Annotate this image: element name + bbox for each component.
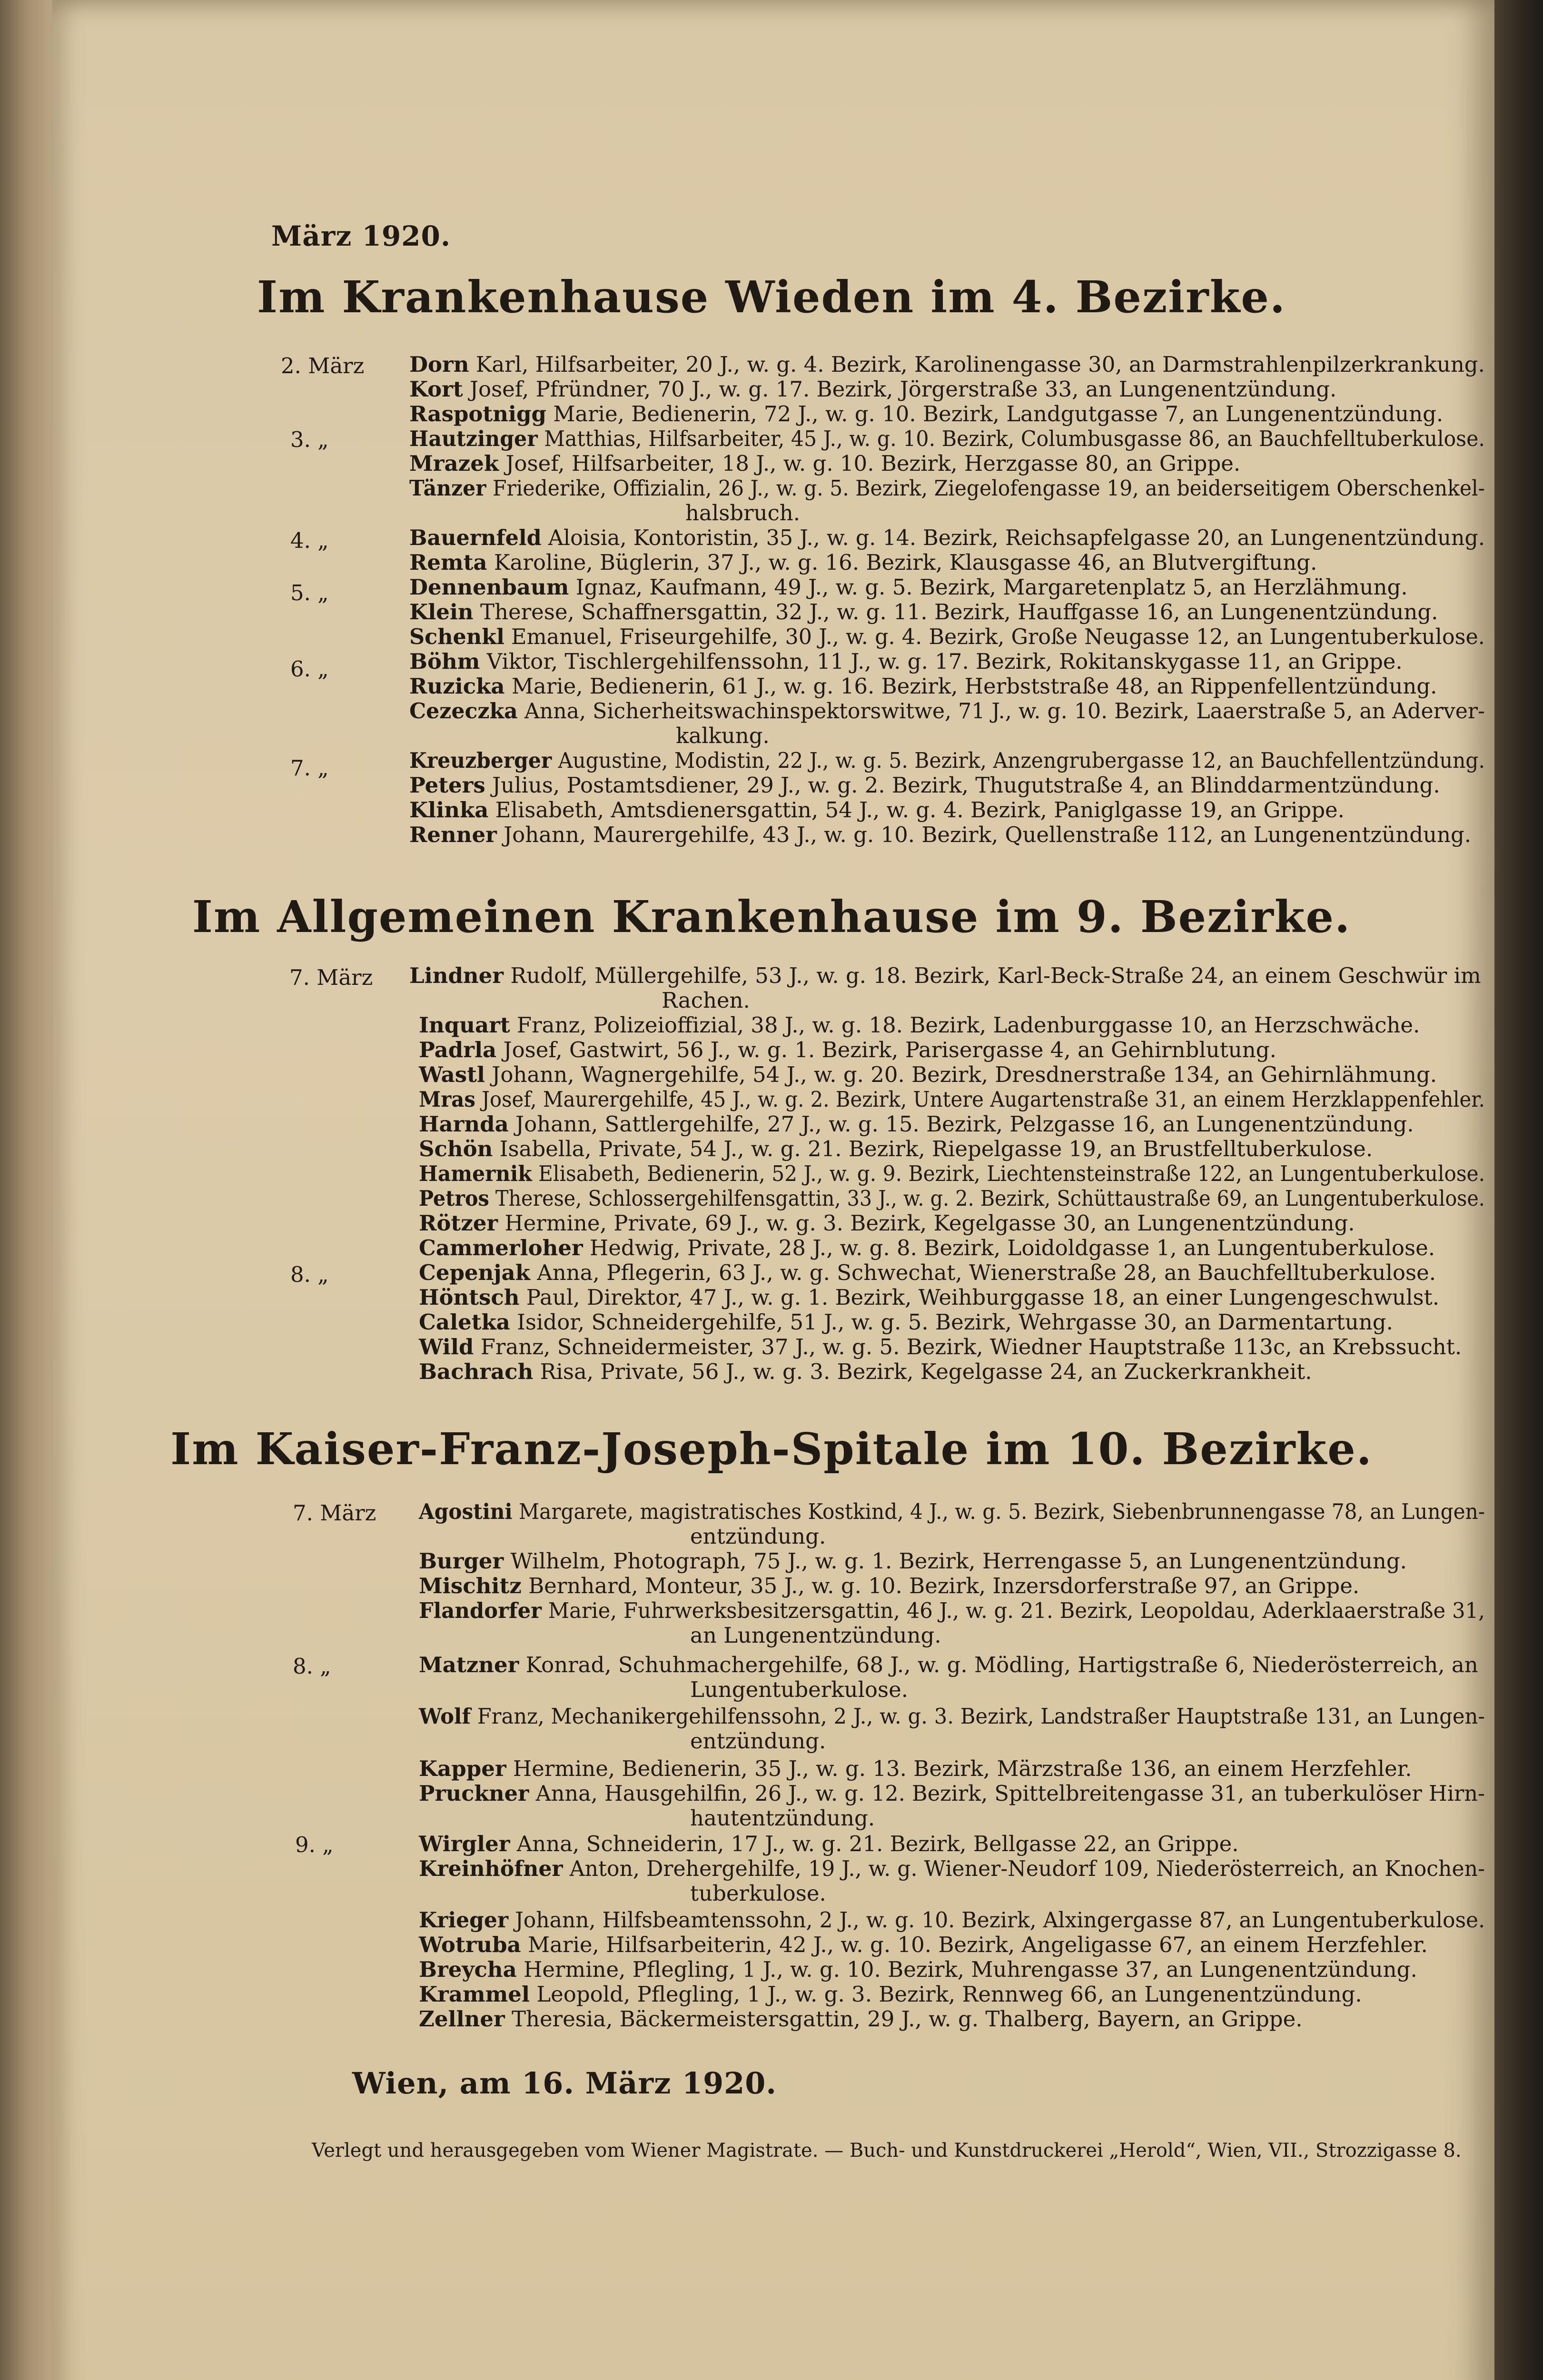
entry-text: Marie, Bedienerin, 72 J., w. g. 10. Bezirk, Landgutgasse 7, an Lungenentzündung. <box>546 401 1444 426</box>
entry-text: Konrad, Schuhmachergehilfe, 68 J., w. g. Mödling, Hartigstraße 6, Niederösterreich, an <box>519 1652 1478 1677</box>
list-item <box>419 1704 1485 1729</box>
list-item <box>419 1499 1485 1524</box>
list-item <box>409 625 1485 649</box>
list-item <box>419 1653 1478 1677</box>
list-item <box>419 1087 1485 1112</box>
entry-text: Matthias, Hilfsarbeiter, 45 J., w. g. 10. Bezirk, Columbusgasse 86, an Bauchfelltuberkulose. <box>537 426 1485 451</box>
surname: Klein <box>409 599 474 625</box>
list-item <box>409 674 1437 699</box>
surname: Kort <box>409 377 463 402</box>
entry-text: Marie, Hilfsarbeiterin, 42 J., w. g. 10. Bezirk, Angeligasse 67, an einem Herzfehler. <box>521 1932 1428 1957</box>
list-item <box>419 1285 1439 1310</box>
entry-continuation: hautentzündung. <box>690 1805 875 1831</box>
surname: Bachrach <box>419 1359 534 1384</box>
list-item <box>409 699 1485 724</box>
entry-text: Johann, Maurergehilfe, 43 J., w. g. 10. Bezirk, Quellenstraße 112, an Lungenentzündung. <box>496 822 1472 847</box>
surname: Schön <box>419 1136 493 1161</box>
surname: Wild <box>419 1334 474 1359</box>
surname: Kapper <box>419 1756 506 1781</box>
date-label: 8. „ <box>293 1654 331 1679</box>
surname: Caletka <box>419 1309 510 1335</box>
surname: Wastl <box>419 1062 485 1087</box>
entry-text: Augustine, Modistin, 22 J., w. g. 5. Bezirk, Anzengrubergasse 12, an Bauchfellentzündung. <box>552 748 1485 773</box>
entry-text: Hedwig, Private, 28 J., w. g. 8. Bezirk, Loidoldgasse 1, an Lungentuberkulose. <box>583 1235 1435 1260</box>
publisher-imprint: Verlegt und herausgegeben vom Wiener Magistrate. — Buch- und Kunstdruckerei „Herold“, Wien, VII., Strozzigasse 8. <box>312 2140 1462 2162</box>
surname: Kreinhöfner <box>419 1856 563 1881</box>
surname: Zellner <box>419 2006 505 2032</box>
list-item <box>419 1359 1312 1384</box>
date-label: 7. „ <box>290 755 329 781</box>
date-label: 3. „ <box>290 427 329 452</box>
surname: Böhm <box>409 649 480 674</box>
closing-line: Wien, am 16. März 1920. <box>352 2066 777 2101</box>
entry-text: Hermine, Bedienerin, 35 J., w. g. 13. Bezirk, Märzstraße 136, an einem Herzfehler. <box>506 1756 1412 1781</box>
list-item <box>419 1013 1420 1038</box>
list-item <box>419 1038 1276 1062</box>
list-item <box>409 575 1408 600</box>
date-label: 7. März <box>289 965 373 990</box>
list-item <box>409 550 1317 575</box>
entry-text: Risa, Private, 56 J., w. g. 3. Bezirk, Kegelgasse 24, an Zuckerkrankheit. <box>533 1359 1312 1384</box>
entry-text: Marie, Fuhrwerksbesitzersgattin, 46 J., w. g. 21. Bezirk, Leopoldau, Aderklaaerstraße 31, <box>542 1598 1485 1623</box>
date-label: 5. „ <box>290 580 329 605</box>
entry-text: Johann, Wagnergehilfe, 54 J., w. g. 20. Bezirk, Dresdnerstraße 134, an Gehirnlähmung. <box>485 1062 1437 1087</box>
list-item <box>419 1062 1437 1087</box>
surname: Mischitz <box>419 1573 522 1598</box>
list-item <box>419 1137 1373 1161</box>
entry-text: Franz, Schneidermeister, 37 J., w. g. 5. Bezirk, Wiedner Hauptstraße 113c, an Krebssucht. <box>474 1334 1462 1359</box>
list-item <box>409 823 1471 847</box>
list-item <box>419 1260 1436 1285</box>
surname: Dennenbaum <box>409 575 569 600</box>
list-item <box>409 352 1485 377</box>
surname: Tänzer <box>409 476 486 501</box>
date-label: 8. „ <box>290 1262 329 1287</box>
entry-continuation: kalkung. <box>676 723 770 748</box>
entry-text: Isabella, Private, 54 J., w. g. 21. Bezirk, Riepelgasse 19, an Brustfelltuberkulose. <box>493 1136 1373 1161</box>
entry-text: Therese, Schaffnersgattin, 32 J., w. g. 11. Bezirk, Hauffgasse 16, an Lungenentzündung. <box>473 599 1438 625</box>
entry-text: Marie, Bedienerin, 61 J., w. g. 16. Bezirk, Herbststraße 48, an Rippenfellentzündung. <box>504 674 1437 699</box>
entry-text: Leopold, Pflegling, 1 J., w. g. 3. Bezirk, Rennweg 66, an Lungenentzündung. <box>529 1982 1362 2007</box>
surname: Höntsch <box>419 1285 520 1310</box>
list-item <box>419 2007 1303 2032</box>
entry-text: Johann, Sattlergehilfe, 27 J., w. g. 15. Bezirk, Pelzgasse 16, an Lungenentzündung. <box>508 1111 1414 1137</box>
surname: Cammerloher <box>419 1235 583 1260</box>
entry-text: Rudolf, Müllergehilfe, 53 J., w. g. 18. Bezirk, Karl-Beck-Straße 24, an einem Geschwür im <box>503 963 1481 988</box>
surname: Kreuzberger <box>409 748 552 773</box>
header-date: März 1920. <box>271 220 451 252</box>
surname: Padrla <box>419 1037 497 1062</box>
list-item <box>409 649 1403 674</box>
list-item <box>419 1982 1362 2007</box>
surname: Lindner <box>409 963 504 988</box>
list-item <box>419 1161 1485 1186</box>
list-item <box>409 377 1336 402</box>
entry-text: Josef, Hilfsarbeiter, 18 J., w. g. 10. Bezirk, Herzgasse 80, an Grippe. <box>499 451 1241 476</box>
entry-text: Paul, Direktor, 47 J., w. g. 1. Bezirk, Weihburggasse 18, an einer Lungengeschwulst. <box>519 1285 1439 1310</box>
list-item <box>409 773 1440 798</box>
list-item <box>419 1832 1239 1856</box>
entry-text: Ignaz, Kaufmann, 49 J., w. g. 5. Bezirk, Margaretenplatz 5, an Herzlähmung. <box>569 575 1408 600</box>
entry-continuation: Rachen. <box>662 988 750 1013</box>
entry-continuation: Lungentuberkulose. <box>690 1677 909 1702</box>
entry-text: Theresia, Bäckermeistersgattin, 29 J., w. g. Thalberg, Bayern, an Grippe. <box>504 2006 1303 2032</box>
entry-text: Margarete, magistratisches Kostkind, 4 J., w. g. 5. Bezirk, Siebenbrunnengasse 78, an Lungen- <box>512 1499 1485 1524</box>
list-item <box>419 1856 1485 1881</box>
list-item <box>419 1549 1407 1574</box>
list-item <box>419 1756 1412 1781</box>
entry-text: Josef, Gastwirt, 56 J., w. g. 1. Bezirk, Parisergasse 4, an Gehirnblutung. <box>496 1037 1276 1062</box>
entry-text: Friederike, Offizialin, 26 J., w. g. 5. Bezirk, Ziegelofengasse 19, an beiderseitigem Oberschenkel- <box>486 476 1485 501</box>
surname: Petros <box>419 1186 489 1211</box>
surname: Mrazek <box>409 451 499 476</box>
list-item <box>409 748 1485 773</box>
entry-text: Julius, Postamtsdiener, 29 J., w. g. 2. Bezirk, Thugutstraße 4, an Blinddarmentzündung. <box>485 773 1440 798</box>
entry-text: Josef, Pfründner, 70 J., w. g. 17. Bezirk, Jörgerstraße 33, an Lungenentzündung. <box>463 377 1337 402</box>
date-label: 7. März <box>293 1500 376 1526</box>
entry-text: Karoline, Büglerin, 37 J., w. g. 16. Bezirk, Klausgasse 46, an Blutvergiftung. <box>487 550 1317 575</box>
entry-text: Aloisia, Kontoristin, 35 J., w. g. 14. Bezirk, Reichsapfelgasse 20, an Lungenentzündung. <box>541 525 1485 550</box>
entry-text: Hermine, Pflegling, 1 J., w. g. 10. Bezirk, Muhrengasse 37, an Lungenentzündung. <box>516 1957 1417 1982</box>
date-label: 4. „ <box>290 528 329 553</box>
surname: Mras <box>419 1087 475 1112</box>
entry-text: Johann, Hilfsbeamtenssohn, 2 J., w. g. 10. Bezirk, Alxingergasse 87, an Lungentuberkulose. <box>508 1907 1485 1933</box>
list-item <box>419 1957 1417 1982</box>
surname: Bauernfeld <box>409 525 542 550</box>
list-item <box>419 1908 1485 1933</box>
entry-text: Elisabeth, Amtsdienersgattin, 54 J., w. g. 4. Bezirk, Paniglgasse 19, an Grippe. <box>488 797 1345 823</box>
entry-continuation: an Lungenentzündung. <box>690 1623 941 1648</box>
entry-text: Anna, Schneiderin, 17 J., w. g. 21. Bezirk, Bellgasse 22, an Grippe. <box>510 1831 1239 1856</box>
list-item <box>409 963 1481 988</box>
list-item <box>409 600 1438 625</box>
list-item <box>409 526 1485 550</box>
entry-continuation: halsbruch. <box>685 500 801 526</box>
entry-continuation: entzündung. <box>690 1728 826 1754</box>
list-item <box>419 1574 1359 1598</box>
surname: Remta <box>409 550 487 575</box>
surname: Cezeczka <box>409 698 518 724</box>
surname: Pruckner <box>419 1781 529 1806</box>
surname: Inquart <box>419 1012 510 1038</box>
date-label: 2. März <box>281 353 365 378</box>
surname: Raspotnigg <box>409 401 546 426</box>
list-item <box>409 798 1345 823</box>
entry-text: Franz, Mechanikergehilfenssohn, 2 J., w. g. 3. Bezirk, Landstraßer Hauptstraße 131, an Lungen- <box>470 1704 1485 1729</box>
entry-text: Anna, Pflegerin, 63 J., w. g. Schwechat, Wienerstraße 28, an Bauchfelltuberkulose. <box>530 1260 1436 1285</box>
surname: Peters <box>409 773 485 798</box>
surname: Krieger <box>419 1907 509 1933</box>
list-item <box>419 1112 1414 1137</box>
surname: Renner <box>409 822 497 847</box>
date-label: 6. „ <box>290 656 329 682</box>
entry-text: Wilhelm, Photograph, 75 J., w. g. 1. Bezirk, Herrengasse 5, an Lungenentzündung. <box>504 1548 1407 1574</box>
surname: Schenkl <box>409 624 504 649</box>
entry-continuation: entzündung. <box>690 1524 826 1549</box>
surname: Flandorfer <box>419 1598 542 1623</box>
list-item <box>419 1335 1462 1359</box>
surname: Cepenjak <box>419 1260 530 1285</box>
surname: Harnda <box>419 1111 509 1137</box>
entry-text: Therese, Schlossergehilfensgattin, 33 J., w. g. 2. Bezirk, Schüttaustraße 69, an Lungentuberkulose. <box>489 1186 1485 1211</box>
entry-text: Emanuel, Friseurgehilfe, 30 J., w. g. 4. Bezirk, Große Neugasse 12, an Lungentuberkulose. <box>504 624 1485 649</box>
list-item <box>419 1598 1485 1623</box>
date-label: 9. „ <box>295 1832 334 1857</box>
list-item <box>419 1211 1355 1236</box>
list-item <box>409 402 1443 426</box>
surname: Hamernik <box>419 1161 532 1186</box>
list-item <box>419 1186 1485 1211</box>
surname: Dorn <box>409 352 469 377</box>
surname: Wolf <box>419 1704 471 1729</box>
surname: Breycha <box>419 1957 517 1982</box>
entry-continuation: tuberkulose. <box>690 1881 826 1906</box>
entry-text: Franz, Polizeioffizial, 38 J., w. g. 18. Bezirk, Ladenburggasse 10, an Herzschwäche. <box>510 1012 1420 1038</box>
entry-text: Viktor, Tischlergehilfenssohn, 11 J., w. g. 17. Bezirk, Rokitanskygasse 11, an Grippe. <box>480 649 1403 674</box>
section-title-allgemeines: Im Allgemeinen Krankenhause im 9. Bezirke. <box>192 891 1351 942</box>
section-title-wieden: Im Krankenhause Wieden im 4. Bezirke. <box>257 271 1286 323</box>
surname: Agostini <box>419 1499 513 1524</box>
surname: Ruzicka <box>409 674 505 699</box>
surname: Klinka <box>409 797 489 823</box>
surname: Matzner <box>419 1652 519 1677</box>
list-item <box>409 451 1240 476</box>
entry-text: Anna, Sicherheitswachinspektorswitwe, 71 J., w. g. 10. Bezirk, Laaerstraße 5, an Aderver- <box>517 698 1485 724</box>
entry-text: Josef, Maurergehilfe, 45 J., w. g. 2. Bezirk, Untere Augartenstraße 31, an einem Herzklappenfehler. <box>475 1087 1485 1112</box>
list-item <box>409 476 1485 501</box>
list-item <box>409 426 1485 451</box>
section-title-kaiser-franz-joseph: Im Kaiser-Franz-Joseph-Spitale im 10. Bezirke. <box>170 1423 1373 1475</box>
surname: Wirgler <box>419 1831 510 1856</box>
entry-text: Bernhard, Monteur, 35 J., w. g. 10. Bezirk, Inzersdorferstraße 97, an Grippe. <box>521 1573 1360 1598</box>
entry-text: Karl, Hilfsarbeiter, 20 J., w. g. 4. Bezirk, Karolinengasse 30, an Darmstrahlenpilzerkrankung. <box>469 352 1485 377</box>
list-item <box>419 1310 1393 1335</box>
list-item <box>419 1781 1485 1806</box>
entry-text: Anna, Hausgehilfin, 26 J., w. g. 12. Bezirk, Spittelbreitengasse 31, an tuberkulöser Hirn- <box>529 1781 1485 1806</box>
surname: Wotruba <box>419 1932 521 1957</box>
surname: Krammel <box>419 1982 530 2007</box>
list-item <box>419 1236 1435 1260</box>
entry-text: Hermine, Private, 69 J., w. g. 3. Bezirk, Kegelgasse 30, an Lungenentzündung. <box>498 1210 1355 1236</box>
surname: Rötzer <box>419 1210 498 1236</box>
entry-text: Anton, Drehergehilfe, 19 J., w. g. Wiener-Neudorf 109, Niederösterreich, an Knochen- <box>563 1856 1485 1881</box>
entry-text: Isidor, Schneidergehilfe, 51 J., w. g. 5. Bezirk, Wehrgasse 30, an Darmentartung. <box>510 1309 1393 1335</box>
list-item <box>419 1933 1428 1957</box>
surname: Hautzinger <box>409 426 538 451</box>
surname: Burger <box>419 1548 504 1574</box>
entry-text: Elisabeth, Bedienerin, 52 J., w. g. 9. Bezirk, Liechtensteinstraße 122, an Lungentuberkulose. <box>532 1161 1485 1186</box>
